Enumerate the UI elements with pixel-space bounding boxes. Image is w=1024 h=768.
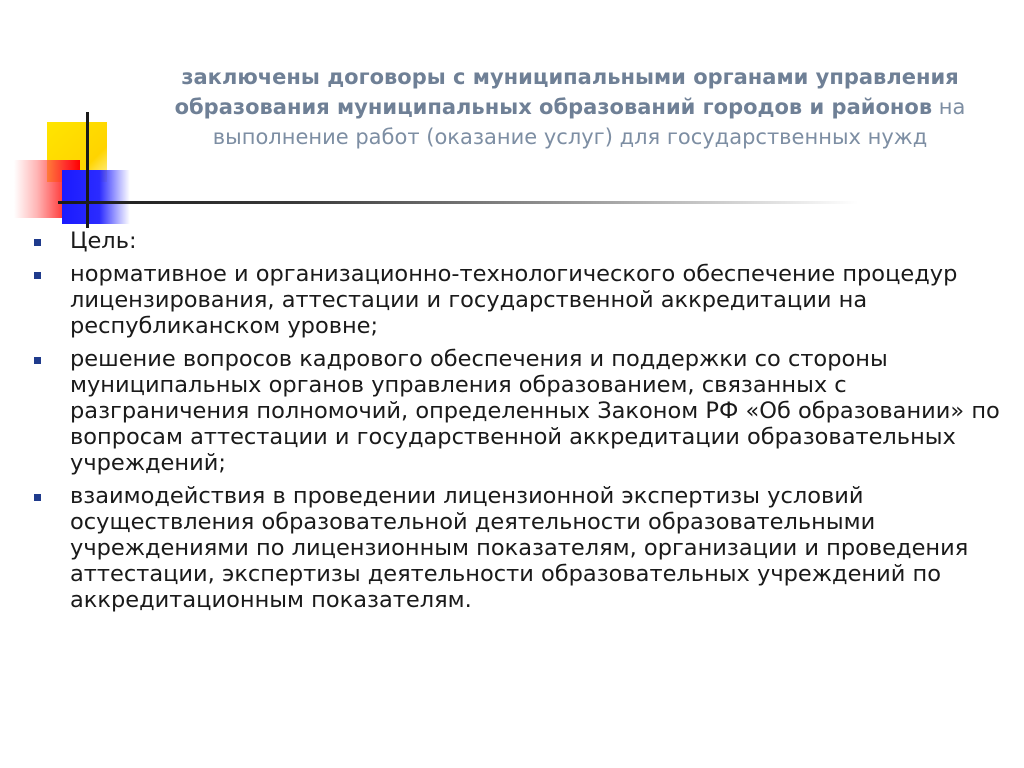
blue-square xyxy=(62,170,130,224)
bullet-list xyxy=(30,228,1000,620)
list-item-text: решение вопросов кадрового обеспечения и поддержки со стороны муниципальных органов управления образованием, связанных с разграничения полномочий, определенных Законом РФ «Об образовании» по вопросам аттестации и государственной аккредитации образовательных учреждений; xyxy=(70,346,1000,476)
vertical-rule xyxy=(86,112,89,228)
square-bullet-icon xyxy=(34,494,41,501)
slide-title xyxy=(150,62,990,152)
title-bold-part: заключены договоры с муниципальными органами управления образования муниципальных образований городов и районов xyxy=(174,65,959,119)
title-normal-part: на выполнение работ (оказание услуг) для государственных нужд xyxy=(212,95,966,149)
square-bullet-icon xyxy=(34,239,41,246)
square-bullet-icon xyxy=(34,272,41,279)
list-item xyxy=(30,228,1000,254)
title-divider xyxy=(58,201,858,204)
list-item-text: нормативное и организационно-технологического обеспечение процедур лицензирования, аттестации и государственной аккредитации на республиканском уровне; xyxy=(70,261,958,339)
list-item-text: Цель: xyxy=(70,228,137,254)
list-item xyxy=(30,346,1000,476)
list-item xyxy=(30,261,1000,339)
list-item-text: взаимодействия в проведении лицензионной экспертизы условий осуществления образовательной деятельности образовательными учреждениями по лицензионным показателям, организации и проведения аттестации, экспертизы деятельности образовательных учреждений по аккредитационным показателям. xyxy=(70,483,969,613)
list-item xyxy=(30,483,1000,613)
square-bullet-icon xyxy=(34,357,41,364)
